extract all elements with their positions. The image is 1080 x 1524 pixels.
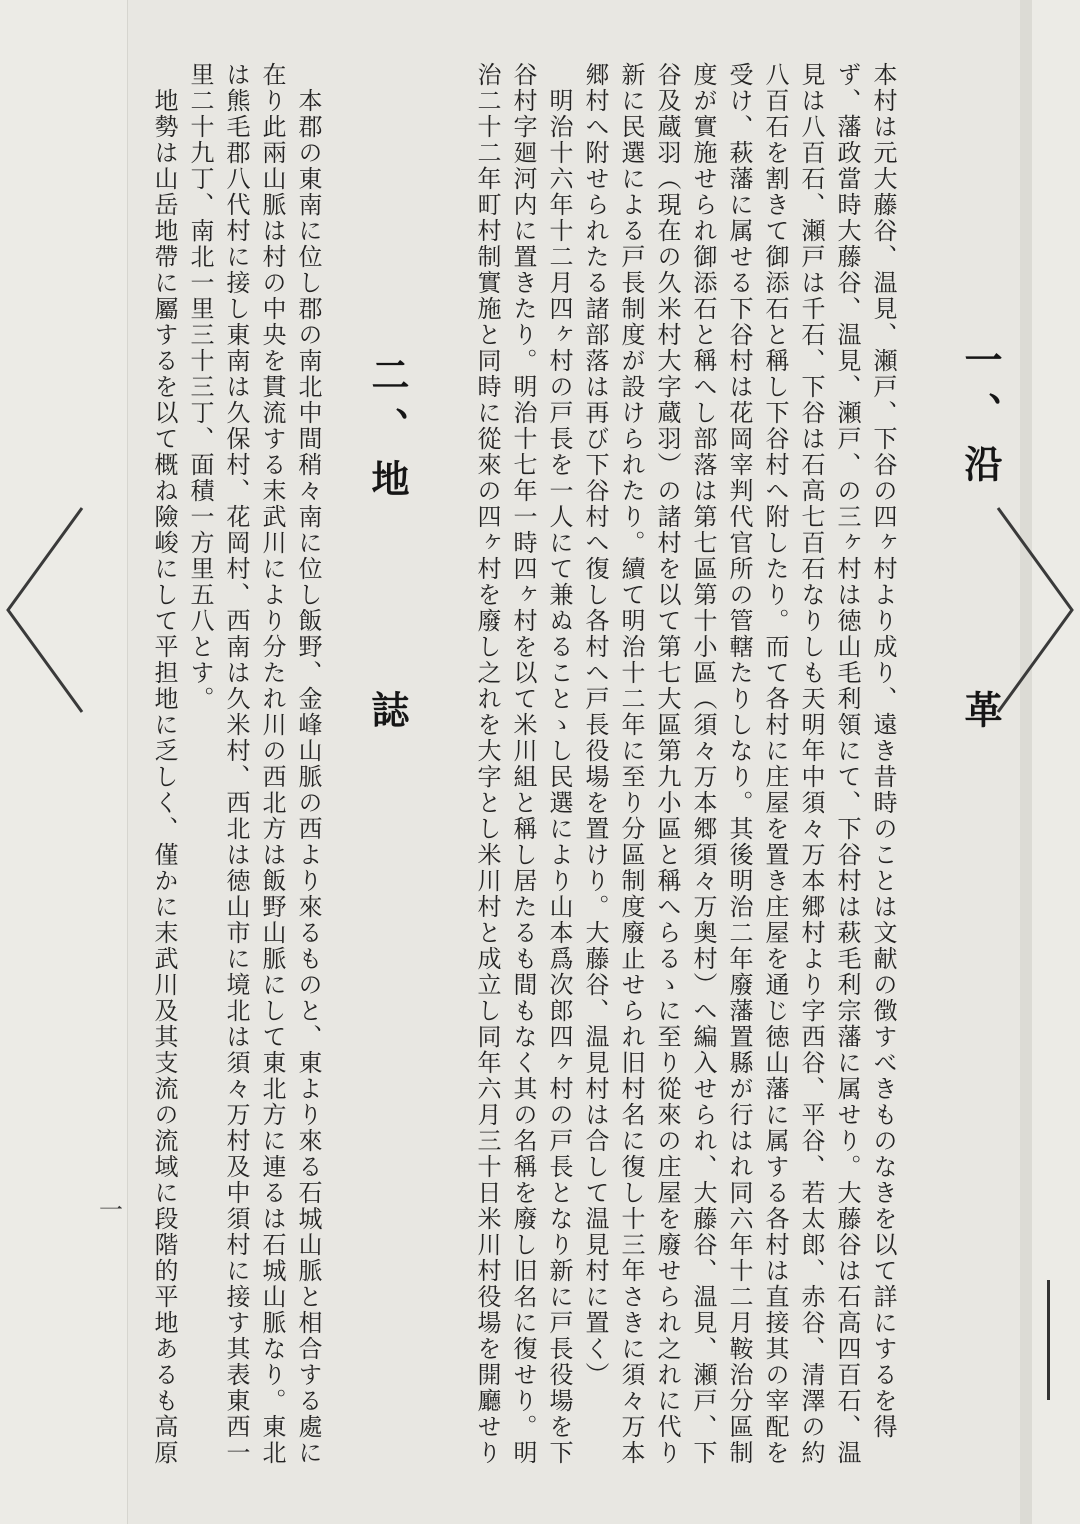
next-page-button[interactable] xyxy=(990,500,1080,720)
prev-page-button[interactable] xyxy=(0,500,90,720)
text-column: 明治十六年十二月四ヶ村の戸長を一人にて兼ぬることゝし民選により山本爲次郎四ヶ村の戸長となり新に戸長役場を下 xyxy=(545,88,573,1466)
chevron-right-icon xyxy=(990,500,1080,720)
section1-heading-char: 革 xyxy=(958,690,1003,728)
page-number: 一 xyxy=(99,1196,123,1224)
text-column: 郷村へ附せられたる諸部落は再び下谷村へ復し各村へ戸長役場を置けり。大藤谷、温見村は合して温見村に置く） xyxy=(581,62,609,1388)
page-edge xyxy=(1020,0,1032,1524)
section1-heading: 一、沿 xyxy=(958,340,1003,496)
chevron-left-icon xyxy=(0,500,90,720)
text-column: ず、藩政當時大藤谷、温見、瀬戸、の三ヶ村は徳山毛利領にて、下谷村は萩毛利宗藩に属せり。大藤谷は石高四百石、温 xyxy=(833,62,861,1466)
text-column: 治二十二年町村制實施と同時に從來の四ヶ村を廢し之れを大字とし米川村と成立し同年六月三十日米川村役場を開廳せり xyxy=(473,62,501,1466)
text-column: 地勢は山岳地帶に屬するを以て概ね險峻にして平担地に乏しく、僅かに末武川及其支流の流域に段階的平地あるも高原 xyxy=(150,88,178,1466)
scanned-page xyxy=(128,0,1028,1524)
section2-heading-char: 誌 xyxy=(365,690,410,728)
text-column: 谷村字廻河内に置きたり。明治十七年一時四ヶ村を以て米川組と稱し居たるも間もなく其の名稱を廢し旧名に復せり。明 xyxy=(509,62,537,1466)
section2-heading: 二、地 xyxy=(365,355,410,511)
text-column: 谷及蔵羽（現在の久米村大字蔵羽）の諸村を以て第七大區第九小區と稱へらるゝに至り從來の庄屋を廢せられ之れに代り xyxy=(653,62,681,1466)
text-column: 里二十九丁、南北一里三十三丁、面積一方里五八とす。 xyxy=(186,62,214,712)
text-column: 本郡の東南に位し郡の南北中間稍々南に位し飯野、金峰山脈の西より來るものと、東より來る石城山脈と相合する處に xyxy=(294,88,322,1466)
text-column: 受け、萩藩に属せる下谷村は花岡宰判代官所の管轄たりしなり。其後明治二年廢藩置縣が行はれ同六年十二月鞍治分區制 xyxy=(725,62,753,1466)
text-column: 本村は元大藤谷、温見、瀬戸、下谷の四ヶ村より成り、遠き昔時のことは文献の徴すべきものなきを以て詳にするを得 xyxy=(869,62,897,1440)
text-column: 見は八百石、瀬戸は千石、下谷は石高七百石なりしも天明年中須々万本郷村より字西谷、平谷、若太郎、赤谷、清澤の約 xyxy=(797,62,825,1466)
text-column: 度が實施せられ御添石と稱へし部落は第七區第十小區（須々万本郷須々万奥村）へ編入せられ、大藤谷、温見、瀬戸、下 xyxy=(689,62,717,1466)
page-margin-line xyxy=(1047,1280,1050,1400)
text-column: は熊毛郡八代村に接し東南は久保村、花岡村、西南は久米村、西北は徳山市に境北は須々万村及中須村に接す其表東西一 xyxy=(222,62,250,1466)
text-column: 新に民選による戸長制度が設けられたり。續て明治十二年に至り分區制度廢止せられ旧村名に復し十三年さきに須々万本 xyxy=(617,62,645,1466)
text-column: 八百石を割きて御添石と稱し下谷村へ附したり。而て各村に庄屋を置き庄屋を通じ徳山藩に属する各村は直接其の宰配を xyxy=(761,62,789,1466)
text-column: 在り此兩山脈は村の中央を貫流する末武川により分たれ川の西北方は飯野山脈にして東北方に連るは石城山脈なり。東北 xyxy=(258,62,286,1466)
